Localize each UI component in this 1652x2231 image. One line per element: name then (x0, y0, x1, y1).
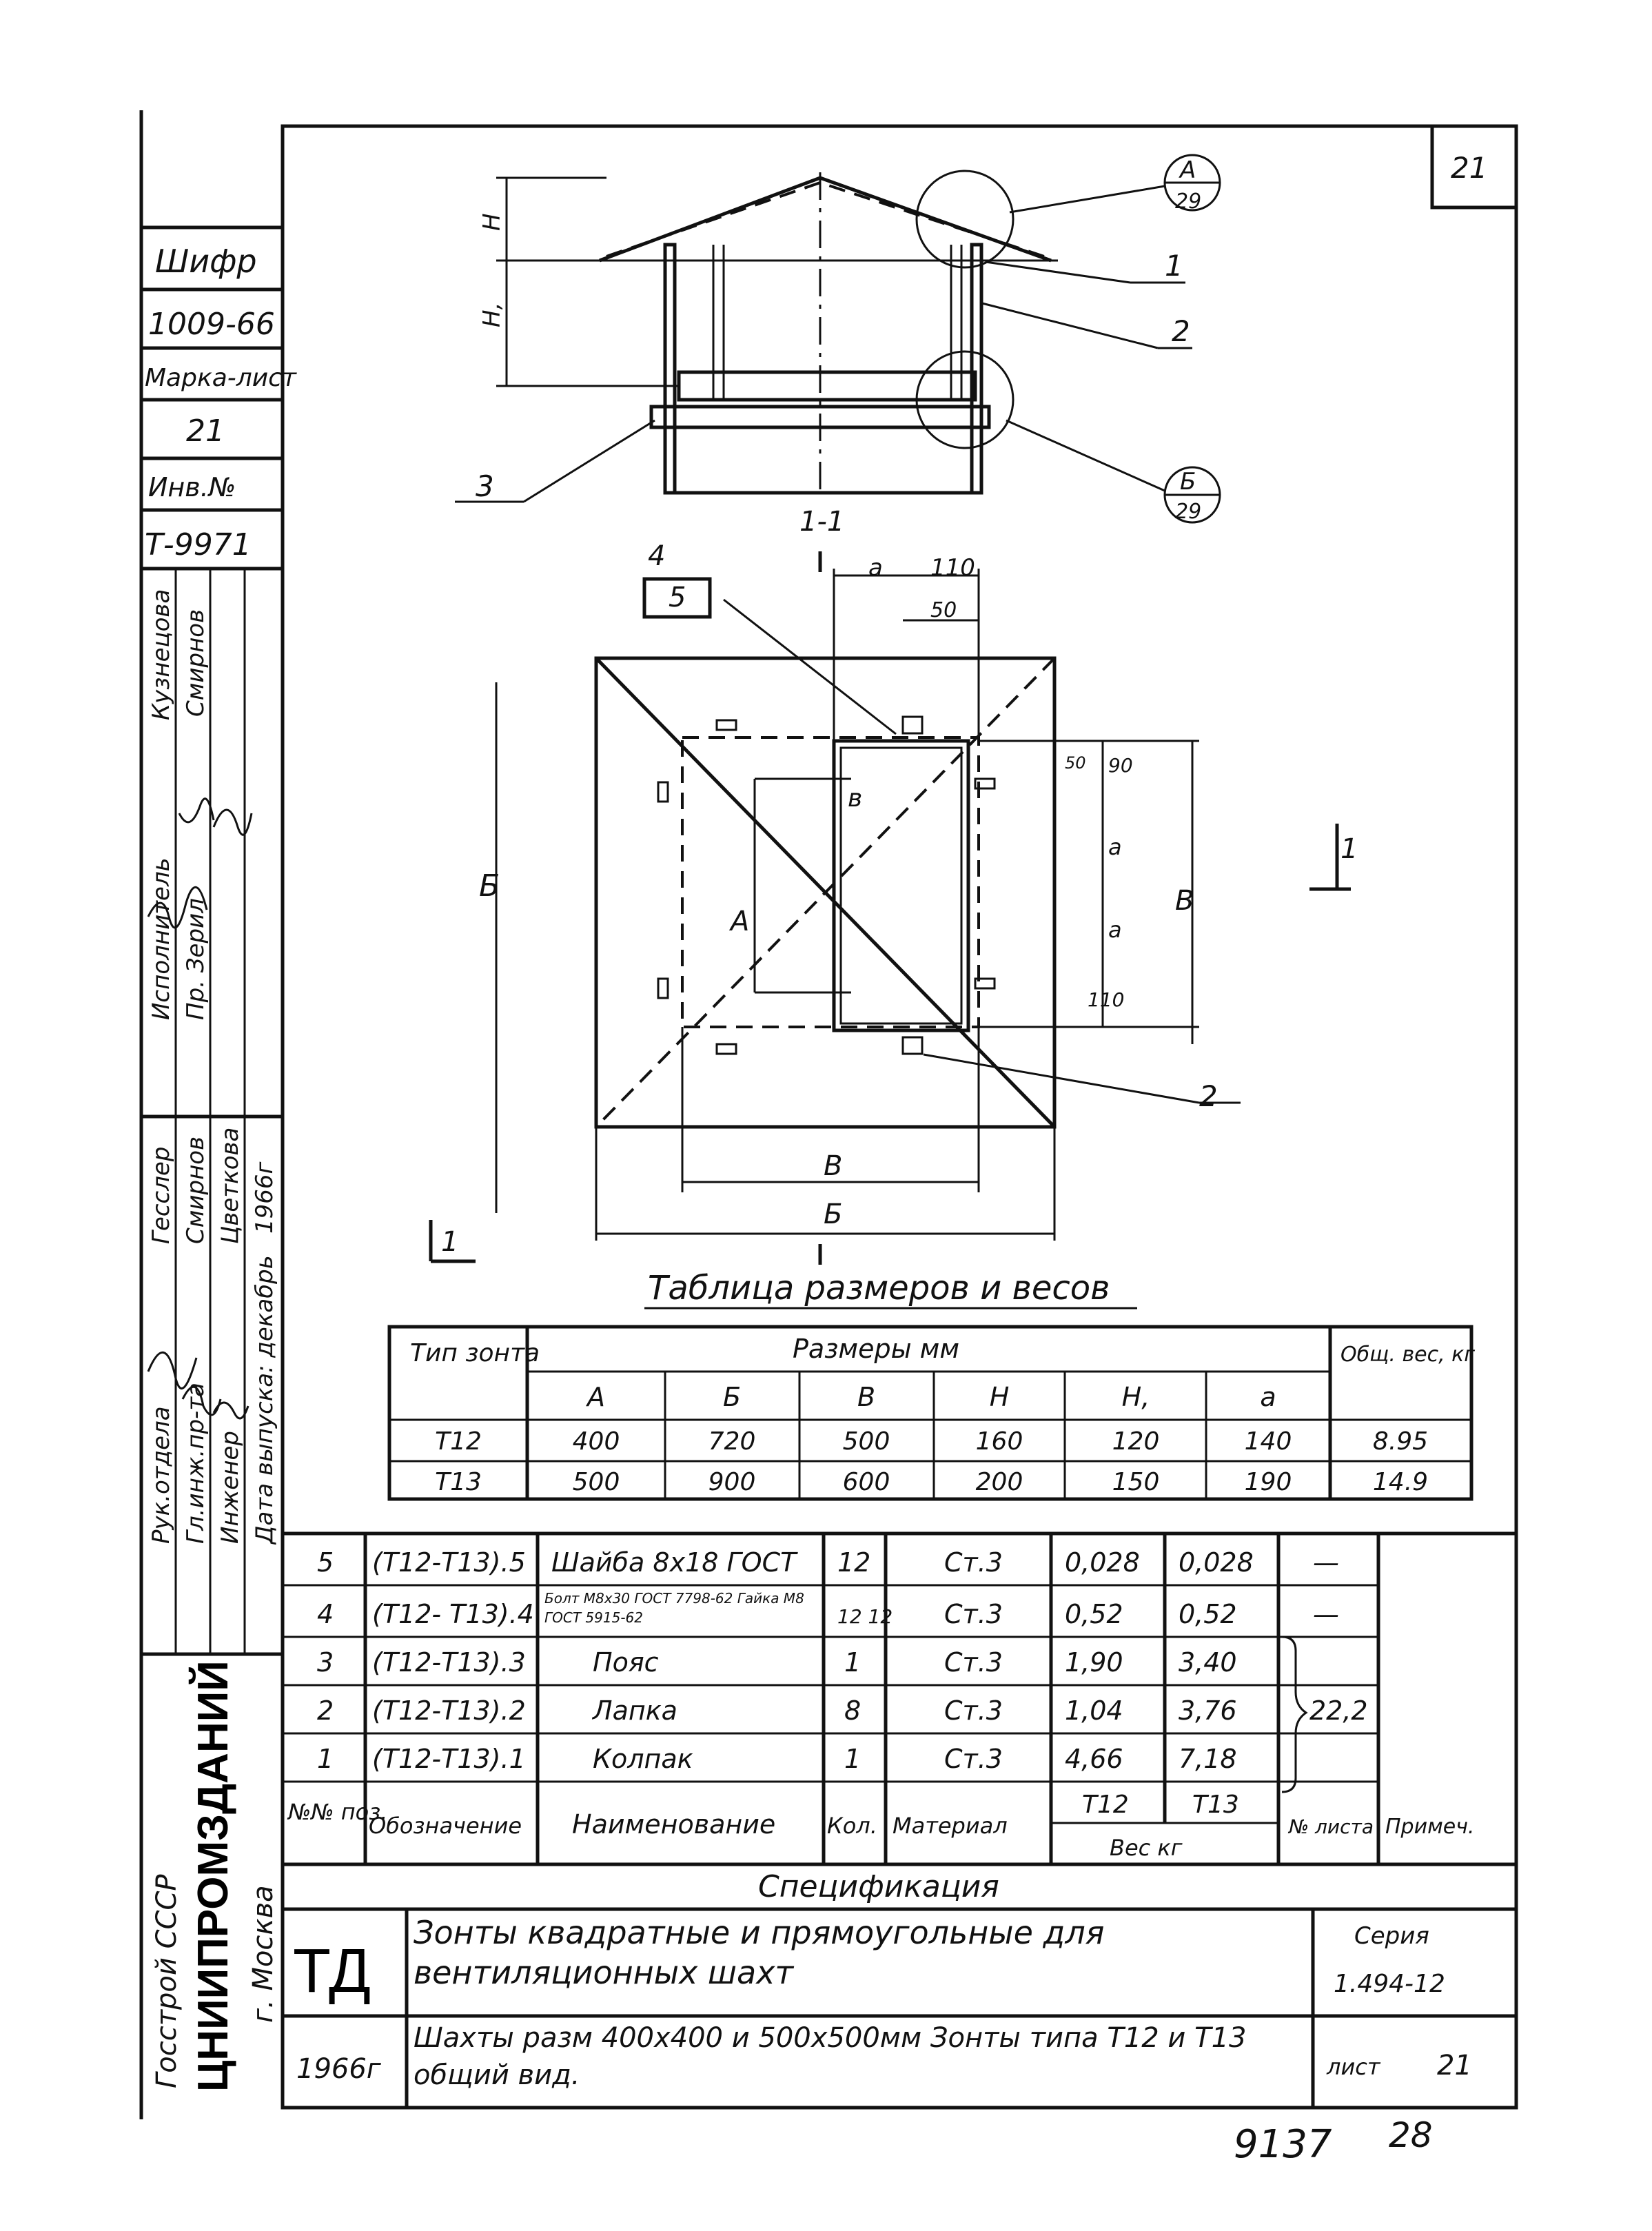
dim-H1: Н, (478, 302, 506, 327)
stamp-name-1: Смирнов (182, 609, 210, 717)
stamp-name-0: Кузнецова (147, 589, 175, 720)
sizes-head-sizes: Размеры мм (793, 1334, 959, 1364)
spec-row3-mat: Ст.3 (944, 1647, 1003, 1678)
sizes-row1-H: 160 (975, 1427, 1023, 1456)
spec-row4-pos: 4 (317, 1599, 334, 1629)
spec-row4-name: Болт М8х30 ГОСТ 7798-62 Гайка М8 ГОСТ 5915-62 (544, 1590, 804, 1626)
sheet-value: 21 (1437, 2050, 1472, 2081)
spec-row4-name-box (544, 1589, 820, 1636)
spec-head-note: Примеч. (1385, 1815, 1475, 1839)
sizes-row1-V: 500 (842, 1427, 890, 1456)
inv-value: Т-9971 (145, 527, 252, 562)
spec-row4-mat: Ст.3 (944, 1599, 1003, 1629)
stamp-name-10: Инженер (216, 1431, 244, 1544)
spec-head-sheet: № листа (1289, 1815, 1374, 1838)
dim-V-bottom: В (824, 1150, 843, 1182)
sizes-row2-w: 14.9 (1372, 1468, 1429, 1496)
callout-b-sheet: 29 (1175, 500, 1202, 524)
dim-50: 50 (930, 598, 957, 622)
sizes-head-weight: Общ. вес, кг (1340, 1343, 1476, 1367)
sizes-col-A: А (587, 1382, 605, 1412)
sizes-row2-A: 500 (572, 1468, 620, 1496)
title-main: Зонты квадратные и прямоугольные для вентиляционных шахт (414, 1914, 1105, 1991)
title2-box (414, 2019, 1309, 2106)
sizes-row1-type: Т12 (435, 1427, 482, 1456)
sizes-row2-H1: 150 (1112, 1468, 1160, 1496)
dim-a-v2: а (1108, 917, 1122, 943)
title-sub: Шахты разм 400х400 и 500х500мм Зонты типа Т12 и Т13 общий вид. (414, 2022, 1247, 2091)
spec-title: Спецификация (758, 1869, 999, 1904)
spec-row2-total: 22,2 (1309, 1695, 1368, 1726)
callout-a: А (1180, 156, 1196, 184)
spec-head-t12: Т12 (1082, 1791, 1129, 1819)
sizes-row2-type: Т13 (435, 1468, 482, 1496)
dim-B-bottom: Б (824, 1199, 843, 1230)
sizes-row2-V: 600 (842, 1468, 890, 1496)
pos-label-4: 4 (648, 540, 666, 572)
year: 1966г (296, 2053, 381, 2085)
section-mark-left: 1 (441, 1226, 459, 1258)
pos-label-3: 3 (476, 469, 494, 503)
inv-label: Инв.№ (148, 472, 236, 502)
series-label: Серия (1354, 1922, 1429, 1950)
spec-row3-qty: 1 (844, 1647, 861, 1678)
sheet-number-top: 21 (1451, 151, 1488, 185)
sizes-col-H1: Н, (1121, 1382, 1150, 1412)
spec-row3-pos: 3 (317, 1647, 334, 1678)
stamp-name-9: Гл.инж.пр-та (182, 1383, 210, 1544)
sizes-row1-a: 140 (1244, 1427, 1292, 1456)
sizes-col-B: Б (722, 1382, 742, 1412)
spec-row3-name: Пояс (593, 1647, 659, 1678)
stamp-name-3: Пр. Зерил (182, 898, 210, 1020)
dim-H: Н (478, 213, 506, 231)
spec-head-weight: Вес кг (1110, 1835, 1183, 1861)
stamp-name-4: Гесслер (147, 1146, 175, 1244)
pos-label-2b: 2 (1199, 1079, 1218, 1113)
dim-50b: 50 (1065, 753, 1086, 773)
spec-row3-des: (Т12-Т13).3 (372, 1647, 526, 1678)
spec-row1-qty: 1 (844, 1744, 861, 1774)
spec-row4-w12: 0,52 (1065, 1599, 1123, 1629)
plan-view (431, 551, 1351, 1265)
sizes-row1-H1: 120 (1112, 1427, 1160, 1456)
spec-head-qty: Кол. (827, 1813, 877, 1839)
stamp-name-5: Смирнов (182, 1136, 210, 1244)
stamp-name-2: Исполнитель (147, 857, 175, 1020)
dim-110: 110 (930, 554, 975, 582)
dim-A: А (731, 906, 750, 937)
sizes-col-a: а (1260, 1382, 1276, 1412)
spec-row1-mat: Ст.3 (944, 1744, 1003, 1774)
stamp-name-11: Дата выпуска: декабрь (251, 1255, 278, 1544)
org-3: г. Москва (247, 1885, 279, 2023)
stamp-name-6: Цветкова (216, 1127, 244, 1244)
spec-row1-w13: 7,18 (1179, 1744, 1237, 1774)
dim-B: Б (479, 868, 500, 904)
sizes-col-H: Н (989, 1382, 1010, 1412)
pos-label-5: 5 (669, 582, 686, 613)
stamp-name-8: Рук.отдела (147, 1406, 175, 1544)
spec-row2-mat: Ст.3 (944, 1695, 1003, 1726)
callout-a-sheet: 29 (1175, 190, 1202, 214)
title1-box (414, 1913, 1309, 2013)
spec-row5-name: Шайба 8х18 ГОСТ (551, 1547, 797, 1578)
dim-110b: 110 (1088, 988, 1125, 1011)
sizes-row1-B: 720 (708, 1427, 756, 1456)
callout-b: Б (1180, 468, 1196, 496)
spec-row5-pos: 5 (317, 1547, 334, 1578)
spec-row4-des: (Т12- Т13).4 (372, 1599, 534, 1629)
marka-label: Марка-лист (145, 364, 296, 392)
sizes-table-title: Таблица размеров и весов (648, 1269, 1110, 1307)
spec-row2-w12: 1,04 (1065, 1695, 1123, 1726)
bottom-num-2: 28 (1389, 2115, 1433, 2155)
bottom-num-1: 9137 (1234, 2122, 1332, 2167)
sizes-row2-a: 190 (1244, 1468, 1292, 1496)
dim-a: а (868, 554, 883, 582)
spec-row5-w13: 0,028 (1179, 1547, 1254, 1578)
spec-row5-qty: 12 (837, 1547, 871, 1578)
spec-row1-name: Колпак (593, 1744, 693, 1774)
spec-row5-mat: Ст.3 (944, 1547, 1003, 1578)
spec-row4-total: — (1313, 1599, 1339, 1629)
sizes-row1-A: 400 (572, 1427, 620, 1456)
section-label: 1-1 (799, 506, 845, 538)
spec-row2-qty: 8 (844, 1695, 861, 1726)
spec-row5-des: (Т12-Т13).5 (372, 1547, 526, 1578)
dim-90: 90 (1108, 754, 1133, 777)
sizes-row2-B: 900 (708, 1468, 756, 1496)
spec-row1-des: (Т12-Т13).1 (372, 1744, 526, 1774)
elevation-view (455, 155, 1220, 522)
sheet-label: лист (1327, 2054, 1380, 2080)
spec-head-name: Наименование (572, 1809, 776, 1840)
marka-value: 21 (186, 414, 225, 449)
dim-V: В (1175, 885, 1194, 917)
pos-label-1: 1 (1165, 249, 1183, 283)
sizes-row2-H: 200 (975, 1468, 1023, 1496)
sizes-head-type: Тип зонта (410, 1339, 540, 1367)
spec-row4-w13: 0,52 (1179, 1599, 1237, 1629)
spec-row5-total: — (1313, 1547, 1339, 1578)
td-mark: ТД (293, 1937, 371, 2006)
spec-head-t13: Т13 (1192, 1791, 1239, 1819)
sizes-row1-w: 8.95 (1372, 1427, 1429, 1456)
spec-head-mat: Материал (893, 1813, 1008, 1839)
spec-head-des: Обозначение (369, 1813, 522, 1839)
spec-row2-des: (Т12-Т13).2 (372, 1695, 526, 1726)
spec-row3-w13: 3,40 (1179, 1647, 1237, 1678)
shifr-value: 1009-66 (148, 307, 275, 342)
sizes-col-V: В (857, 1382, 876, 1412)
series-value: 1.494-12 (1334, 1970, 1445, 1998)
stamp-name-7: 1966г (251, 1161, 278, 1234)
spec-row1-w12: 4,66 (1065, 1744, 1123, 1774)
spec-row2-pos: 2 (317, 1695, 334, 1726)
spec-row3-w12: 1,90 (1065, 1647, 1123, 1678)
org-2: ЦНИИПРОМЗДАНИЙ (190, 1660, 237, 2092)
spec-row2-w13: 3,76 (1179, 1695, 1237, 1726)
spec-row2-name: Лапка (593, 1695, 677, 1726)
spec-row1-pos: 1 (317, 1744, 334, 1774)
shifr-label: Шифр (155, 243, 257, 280)
org-1: Госстрой СССР (151, 1874, 183, 2088)
spec-row5-w12: 0,028 (1065, 1547, 1140, 1578)
section-mark-right: 1 (1340, 833, 1358, 865)
dim-V2: в (848, 784, 863, 813)
spec-head-pos: №№ поз. (288, 1799, 388, 1825)
dim-a-v1: а (1108, 834, 1122, 860)
pos-label-2: 2 (1172, 314, 1190, 348)
spec-row4-qty: 12 12 (837, 1605, 893, 1628)
